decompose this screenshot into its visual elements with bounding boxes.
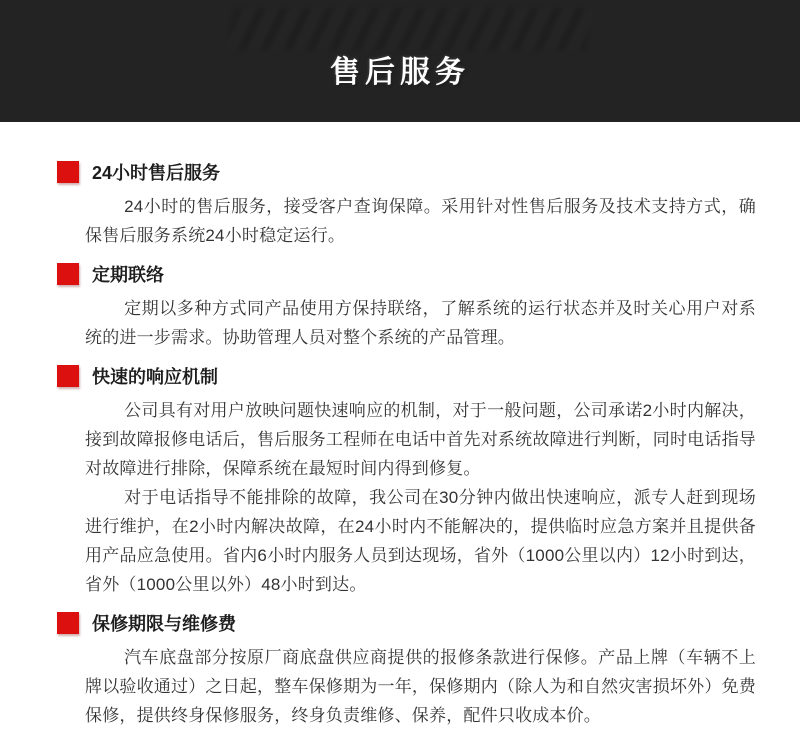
red-square-bullet-icon (57, 263, 79, 285)
section-heading-text: 保修期限与维修费 (92, 614, 236, 634)
section-24h-service (85, 158, 756, 250)
section-heading (85, 158, 756, 188)
section-paragraph: 汽车底盘部分按原厂商底盘供应商提供的报修条款进行保修。产品上牌（车辆不上牌以验收通过）之日起，整车保修期为一年，保修期内（除人为和自然灾害损坏外）免费保修，提供终身保修服务，终身负责维修、保养，配件只收成本价。 (85, 648, 756, 725)
red-square-bullet-icon (57, 612, 79, 634)
section-paragraph: 对于电话指导不能排除的故障，我公司在30分钟内做出快速响应，派专人赶到现场进行维护，在2小时内解决故障，在24小时内不能解决的，提供临时应急方案并且提供备用产品应急使用。省内6小时内服务人员到达现场，省外（1000公里以内）12小时到达，省外（1000公里以外）48小时到达。 (85, 488, 756, 594)
watermark (226, 8, 595, 50)
page-title: 售后服务 (330, 56, 470, 89)
section-paragraph: 定期以多种方式同产品使用方保持联络，了解系统的运行状态并及时关心用户对系统的进一步需求。协助管理人员对整个系统的产品管理。 (85, 299, 756, 347)
section-heading-text: 24小时售后服务 (92, 163, 221, 183)
section-heading-text: 快速的响应机制 (92, 367, 218, 387)
section-warranty (85, 609, 756, 730)
header-banner (0, 0, 800, 122)
section-regular-contact (85, 260, 756, 352)
section-heading (85, 260, 756, 290)
red-square-bullet-icon (57, 161, 79, 183)
after-sales-content (0, 122, 800, 730)
section-fast-response (85, 362, 756, 599)
section-heading-text: 定期联络 (92, 265, 164, 285)
section-paragraph: 公司具有对用户放映问题快速响应的机制，对于一般问题，公司承诺2小时内解决，接到故障报修电话后，售后服务工程师在电话中首先对系统故障进行判断，同时电话指导对故障进行排除，保障系统在最短时间内得到修复。 (85, 401, 756, 478)
section-heading (85, 362, 756, 392)
red-square-bullet-icon (57, 365, 79, 387)
section-paragraph: 24小时的售后服务，接受客户查询保障。采用针对性售后服务及技术支持方式，确保售后服务系统24小时稳定运行。 (85, 197, 756, 245)
section-heading (85, 609, 756, 639)
